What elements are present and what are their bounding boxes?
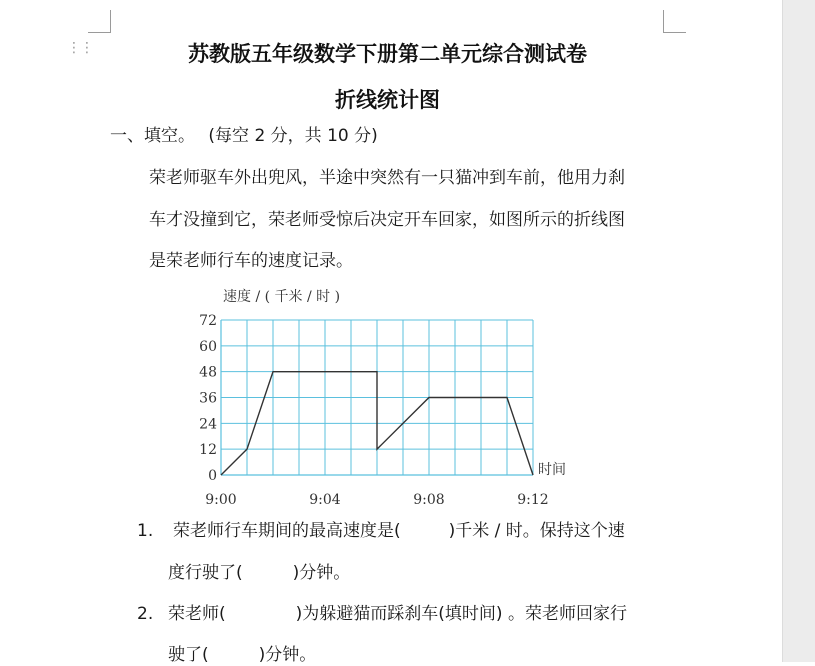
x-tick-label: 9:04: [309, 492, 341, 508]
y-tick-label: 12: [199, 442, 217, 459]
question-2-text-b: )为躲避猫而踩刹车(填时间) 。荣老师回家行: [295, 604, 627, 624]
speed-line-chart: [195, 282, 575, 514]
margin-corner-top-right: [663, 10, 686, 33]
question-1-number: 1.: [137, 521, 154, 541]
page-title: 苏教版五年级数学下册第二单元综合测试卷: [188, 42, 587, 66]
intro-line-2: 车才没撞到它，荣老师受惊后决定开车回家，如图所示的折线图: [149, 210, 625, 230]
intro-line-1: 荣老师驱车外出兜风，半途中突然有一只猫冲到车前，他用力刹: [149, 168, 625, 188]
y-tick-label: 48: [199, 364, 217, 381]
y-tick-label: 36: [199, 390, 217, 407]
y-axis-label: 速度 / ( 千米 / 时 ): [223, 289, 341, 305]
question-1-line-1: [173, 520, 625, 542]
section-heading: [110, 125, 378, 147]
question-2-line-2: [168, 644, 316, 666]
y-tick-label: 60: [199, 338, 217, 355]
drag-handle-icon[interactable]: ⋮⋮: [67, 40, 93, 56]
x-tick-label: 9:00: [205, 492, 237, 508]
question-1-text-a: 荣老师行车期间的最高速度是(: [173, 521, 401, 541]
question-1-text-c: 度行驶了(: [168, 563, 243, 583]
question-1-text-b: )千米 / 时。保持这个速: [448, 521, 625, 541]
question-2-line-1: [168, 603, 627, 625]
intro-line-3: 是荣老师行车的速度记录。: [149, 251, 353, 271]
vertical-scrollbar[interactable]: [782, 0, 815, 662]
y-tick-label: 0: [208, 468, 217, 484]
page-subtitle: 折线统计图: [335, 88, 440, 112]
x-tick-label: 9:12: [517, 492, 549, 508]
x-axis-label: 时间: [538, 462, 566, 478]
x-tick-label: 9:08: [413, 492, 445, 508]
y-tick-label: 72: [199, 313, 217, 329]
question-2-text-d: )分钟。: [258, 645, 317, 665]
y-tick-label: 24: [199, 416, 217, 433]
question-1-text-d: )分钟。: [292, 563, 351, 583]
question-1-line-2: [168, 562, 350, 584]
question-2-text-a: 荣老师(: [168, 604, 226, 624]
question-2-number: 2.: [137, 604, 154, 624]
section-scoring: (每空 2 分，共 10 分): [208, 126, 378, 146]
section-heading-label: 一、填空。: [110, 126, 195, 146]
margin-corner-top-left: [88, 10, 111, 33]
question-2-text-c: 驶了(: [168, 645, 209, 665]
